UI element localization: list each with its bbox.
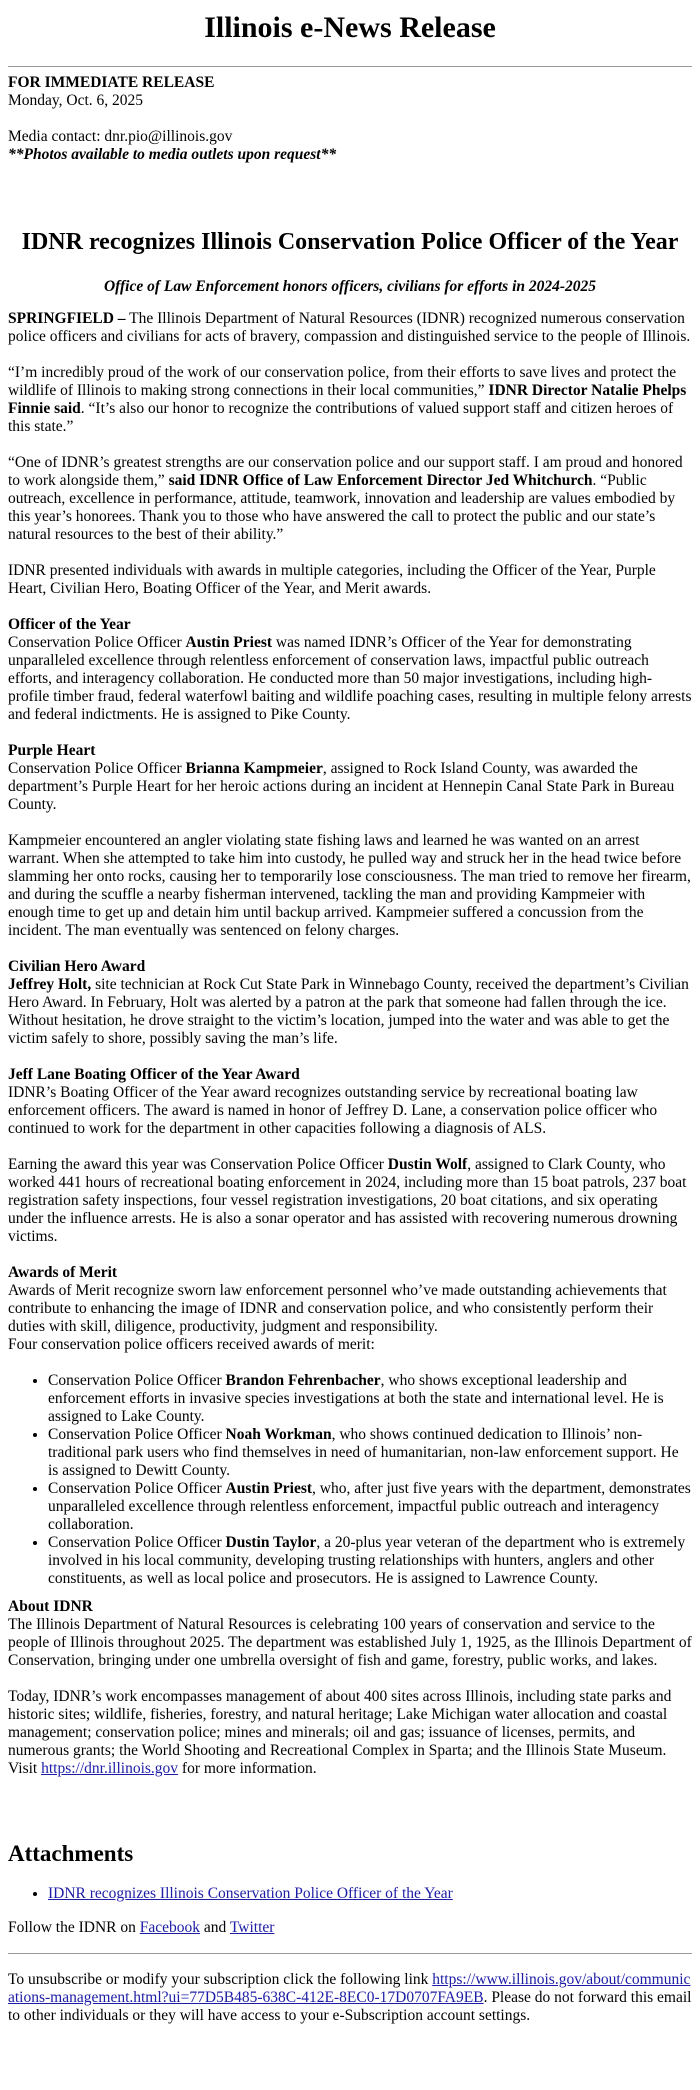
banner-title: Illinois e-News Release [204,11,496,44]
section-title: Jeff Lane Boating Officer of the Year Award [8,1066,300,1083]
article-headline: IDNR recognizes Illinois Conservation Police Officer of the Year [21,229,679,255]
about-idnr-details: Today, IDNR’s work encompasses management of about 400 sites across Illinois, including state parks and historic sites; wildlife, fisheries, forestry, and natural heritage; Lake Michigan water allocation and coastal management; conservation police; mines and minerals; oil and gas; issuance of licenses, permits, and numerous grants; the World Shooting and Recreational Complex in Sparta; and the Illinois State Museum. Visit https://dnr.illinois.gov for more information. [8,1688,672,1777]
attachment-link[interactable]: IDNR recognizes Illinois Conservation Police Officer of the Year [48,1885,453,1902]
section-officer-of-year: Officer of the Year Conservation Police Officer Austin Priest was named IDNR’s Officer of the Year for demonstrating unparalleled excellence through relentless enforcement of conservation laws, impactful public outreach efforts, and interagency collaboration. He conducted more than 50 major investigations, including high-profile timber fraud, federal waterfowl baiting and wildlife poaching cases, resulting in multiple felony arrests and federal indictments. He is assigned to Pike County. [8,616,692,723]
intro-paragraph: SPRINGFIELD – The Illinois Department of Natural Resources (IDNR) recognized numerous conservation police officers and civilians for acts of bravery, compassion and distinguished service to the people of Illinois. [8,310,691,345]
section-purple-heart: Purple Heart Conservation Police Officer Brianna Kampmeier, assigned to Rock Island County, was awarded the department’s Purple Heart for her heroic actions during an incident at Hennepin Canal State Park in Bureau County. [8,742,692,814]
quote-speaker: said IDNR Office of Law Enforcement Director Jed Whitchurch [168,472,593,489]
merit-list-item: • Conservation Police Officer Brandon Fehrenbacher, who shows exceptional leadership and enforcement efforts in invasive species investigations at both the state and international level. He is assigned to Lake County. [48,1372,692,1426]
section-boating-officer: Jeff Lane Boating Officer of the Year Award IDNR’s Boating Officer of the Year award recognizes outstanding service by recreational boating law enforcement officers. The award is named in honor of Jeffrey D. Lane, a conservation police officer who continued to work for the department in other capacities following a diagnosis of ALS. [8,1066,692,1138]
twitter-link[interactable]: Twitter [229,1919,275,1936]
quote-law-enforcement-director: “One of IDNR’s greatest strengths are our conservation police and our support staff. I am proud and honored to work alongside them,” said IDNR Office of Law Enforcement Director Jed Whitchurch. “Public outreach, excellence in performance, attitude, teamwork, innovation and leadership are values embodied by this year’s honorees. Thank you to those who have answered the call to protect the public and our state’s natural resources to the best of their ability.” [8,454,683,543]
section-civilian-hero: Civilian Hero Award Jeffrey Holt, site technician at Rock Cut State Park in Winnebago County, received the department’s Civilian Hero Award. In February, Holt was alerted by a patron at the park that someone had fallen through the ice. Without hesitation, he drove straight to the victim’s location, jumped into the water and was able to get the victim safely to shore, possibly saving the man’s life. [8,958,692,1048]
follow-line: Follow the IDNR on Facebook and Twitter [8,1919,275,1936]
section-title: Civilian Hero Award [8,958,146,975]
unsubscribe-notice: To unsubscribe or modify your subscription click the following link https://www.illinois.gov/about/communications-management.html?ui=77D5B485-638C-412E-8EC0-17D0707FA9EB. Please do not forward this email to other individuals or they will have access to your e-Subscription account settings. [8,1971,692,2024]
honoree-name: Noah Workman [225,1426,332,1443]
section-about-idnr: About IDNR The Illinois Department of Natural Resources is celebrating 100 years of conservation and service to the people of Illinois throughout 2025. The department was established July 1, 1925, as the Illinois Department of Conservation, bringing under one umbrella oversight of fish and game, forestry, public works, and lakes. [8,1598,692,1669]
honoree-name: Dustin Taylor [225,1534,317,1551]
dateline: SPRINGFIELD – [8,310,126,327]
attachment-item [48,1885,692,1903]
honoree-name: Jeffrey Holt, [8,976,92,993]
section-awards-of-merit [8,1264,692,1588]
media-contact: Media contact: dnr.pio@illinois.gov [8,128,233,145]
honoree-name: Brianna Kampmeier [185,760,323,777]
release-date: Monday, Oct. 6, 2025 [8,92,144,109]
merit-list-item: • Conservation Police Officer Dustin Taylor, a 20-plus year veteran of the department who is extremely involved in his local community, developing trusting relationships with hunters, anglers and other constituents, as well as local police and prosecutors. He is assigned to Lawrence County. [48,1534,692,1588]
footer-divider [8,1953,692,1954]
attachments-list [8,1885,692,1903]
section-title: About IDNR [8,1598,93,1615]
unsubscribe-link[interactable]: https://www.illinois.gov/about/communications-management.html?ui=77D5B485-638C-412E-8EC0-17D0707FA9EB [8,1971,691,2006]
merit-lead: Four conservation police officers received awards of merit: [8,1336,375,1353]
release-label: FOR IMMEDIATE RELEASE [8,74,215,91]
honoree-name: Austin Priest [185,634,273,651]
facebook-link[interactable]: Facebook [139,1919,201,1936]
idnr-website-link[interactable]: https://dnr.illinois.gov [41,1760,179,1777]
article-subhead: Office of Law Enforcement honors officers, civilians for efforts in 2024-2025 [103,278,597,295]
section-title: Purple Heart [8,742,96,759]
categories-paragraph: IDNR presented individuals with awards in multiple categories, including the Officer of the Year, Purple Heart, Civilian Hero, Boating Officer of the Year, and Merit awards. [8,562,656,597]
release-info [8,74,692,164]
merit-list-item: • Conservation Police Officer Austin Priest, who, after just five years with the department, demonstrates unparalleled excellence through relentless enforcement, impactful public outreach and interagency collaboration. [48,1480,692,1534]
honoree-name: Brandon Fehrenbacher [225,1372,381,1389]
attachments-heading: Attachments [8,1841,134,1866]
honoree-name: Dustin Wolf [387,1156,468,1173]
merit-list-item: • Conservation Police Officer Noah Workman, who shows continued dedication to Illinois’ non-traditional park users who find themselves in need of humanitarian, non-law enforcement support. He is assigned to Dewitt County. [48,1426,692,1480]
merit-list [8,1372,692,1588]
section-title: Awards of Merit [8,1264,118,1281]
boating-officer-details: Earning the award this year was Conservation Police Officer Dustin Wolf, assigned to Clark County, who worked 441 hours of recreational boating enforcement in 2024, including more than 15 boat patrols, 237 boat registration safety inspections, four vessel registration investigations, 20 boat citations, and six operating under the influence arrests. He is also a sonar operator and has assisted with recovering numerous drowning victims. [8,1156,687,1245]
purple-heart-details: Kampmeier encountered an angler violating state fishing laws and learned he was wanted on an arrest warrant. When she attempted to take him into custody, he pulled way and struck her in the head twice before slamming her onto rocks, causing her to temporarily lose consciousness. The man tried to remove her firearm, and during the scuffle a nearby fisherman intervened, tackling the man and providing Kampmeier with enough time to get up and detain him until backup arrived. Kampmeier suffered a concussion from the incident. The man eventually was sentenced on felony charges. [8,832,691,939]
quote-speaker: IDNR Director Natalie Phelps Finnie said [8,382,687,417]
honoree-name: Austin Priest [225,1480,313,1497]
quote-director: “I’m incredibly proud of the work of our conservation police, from their efforts to save lives and protect the wildlife of Illinois to making strong connections in their local communities,” IDNR Director Natalie Phelps Finnie said. “It’s also our honor to recognize the contributions of valued support staff and citizen heroes of this state.” [8,364,687,435]
section-title: Officer of the Year [8,616,131,633]
photos-note: **Photos available to media outlets upon request** [8,146,337,163]
header-divider [8,66,692,67]
merit-description: Awards of Merit recognize sworn law enforcement personnel who’ve made outstanding achievements that contribute to enhancing the image of IDNR and conservation police, and who consistently perform their duties with skill, diligence, productivity, judgment and responsibility. [8,1282,667,1335]
